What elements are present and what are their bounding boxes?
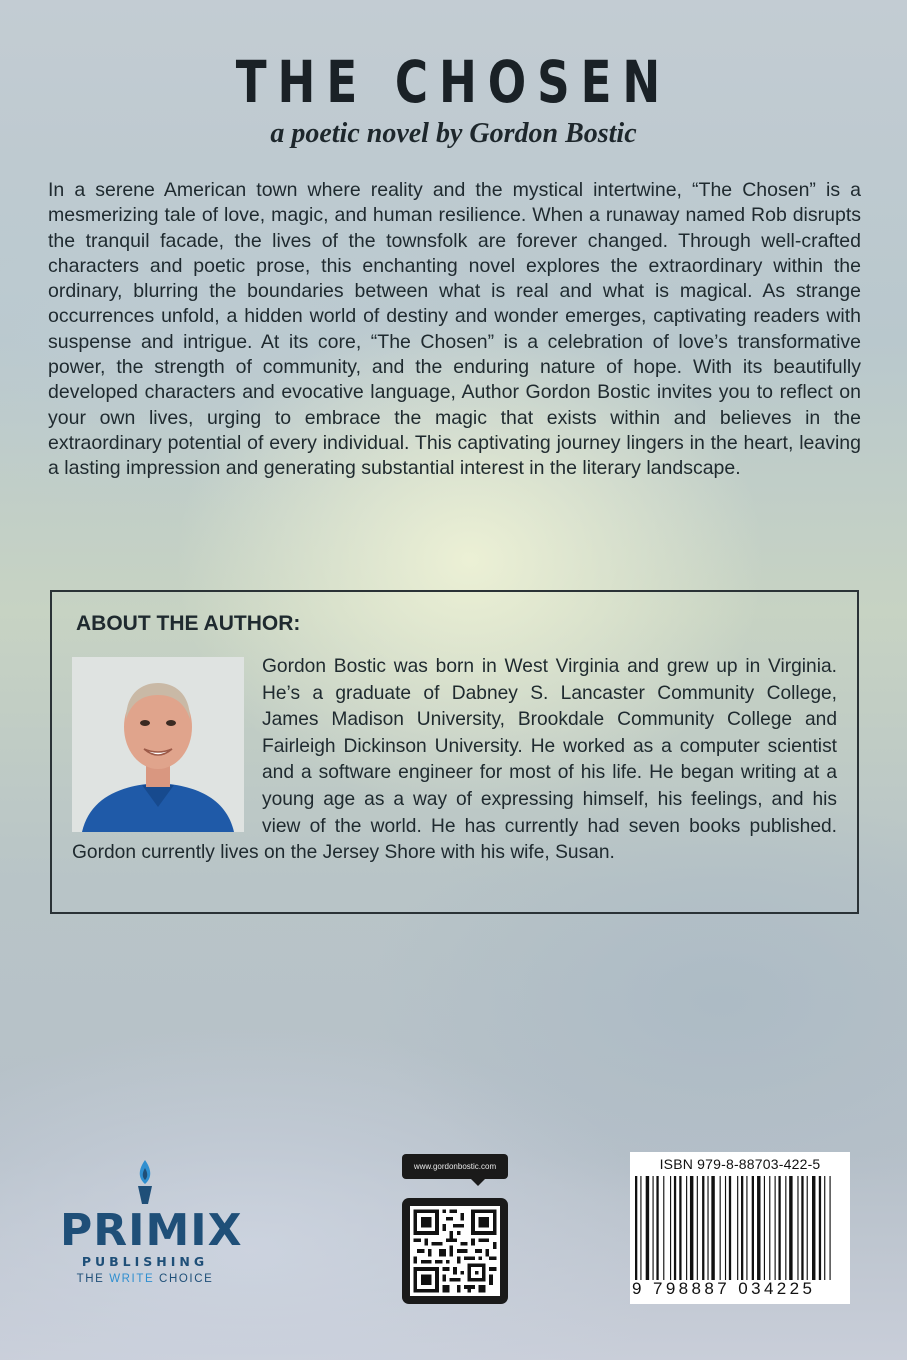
book-title: THE CHOSEN bbox=[235, 48, 672, 116]
tagline-end: CHOICE bbox=[154, 1273, 214, 1285]
about-author-heading: ABOUT THE AUTHOR: bbox=[76, 612, 301, 635]
tagline-accent: WRITE bbox=[109, 1273, 155, 1285]
publisher-name: PRIMIX bbox=[60, 1205, 243, 1256]
author-bio-container bbox=[72, 654, 837, 867]
publisher-line2: PUBLISHING bbox=[81, 1254, 209, 1269]
author-portrait-icon bbox=[72, 657, 244, 832]
author-photo bbox=[72, 657, 244, 832]
qr-code[interactable] bbox=[402, 1198, 508, 1304]
about-author-box bbox=[50, 590, 859, 914]
barcode-digits: 9 798887 034225 bbox=[632, 1279, 816, 1298]
book-subtitle: a poetic novel by Gordon Bostic bbox=[270, 118, 637, 149]
qr-code-icon bbox=[410, 1206, 500, 1296]
book-blurb: In a serene American town where reality and the mystical intertwine, “The Chosen” is a mesmerizing tale of love, magic, and human resilience. When a runaway named Rob disrupts the tranquil facade, the lives of the townsfolk are forever changed. Through well-crafted characters and poetic prose, this enchanting novel explores the extraordinary within the ordinary, blurring the boundaries between what is real and what is magical. As strange occurrences unfold, a hidden world of destiny and wonder emerges, captivating readers with suspense and intrigue. At its core, “The Chosen” is a celebration of love’s transformative power, the strength of community, and the enduring nature of hope. With its beautifully developed characters and evocative language, Author Gordon Bostic invites you to reflect on your own lives, urging to embrace the magic that exists within and believes in the extraordinary potential of every individual. This captivating journey lingers in the heart, leaving a lasting impression and generating substantial interest in the literary landscape. bbox=[48, 179, 861, 480]
barcode-icon bbox=[635, 1176, 845, 1280]
publisher-tagline bbox=[60, 1273, 230, 1285]
website-url[interactable]: www.gordonbostic.com bbox=[402, 1154, 508, 1179]
isbn-label: ISBN 979-8-88703-422-5 bbox=[659, 1156, 821, 1172]
author-bio: Gordon Bostic was born in West Virginia and grew up in Virginia. He’s a graduate of Dabney S. Lancaster Community College, James Madison University, Brookdale Community College and Fairleigh Dickinson University. He worked as a computer scientist and a software engineer for most of his life. He began writing at a young age as a way of expressing himself, his feelings, and his view of the world. He has currently had seven books published. Gordon currently lives on the Jersey Shore with his wife, Susan. bbox=[72, 656, 837, 864]
tagline-start: THE bbox=[76, 1273, 110, 1285]
torch-pen-icon bbox=[130, 1158, 160, 1204]
qr-pattern bbox=[410, 1206, 500, 1296]
publisher-logo bbox=[60, 1158, 243, 1285]
isbn-barcode bbox=[630, 1152, 850, 1304]
